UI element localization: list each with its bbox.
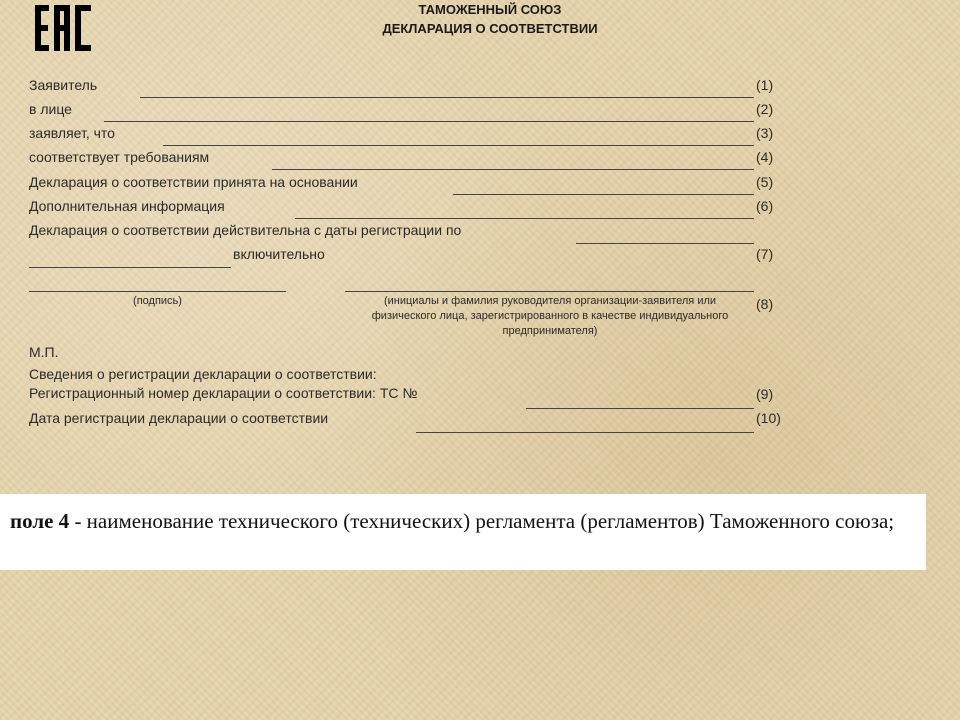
explanation-panel: [0, 494, 926, 570]
field-8-number: (8): [756, 296, 774, 312]
document-title: ДЕКЛАРАЦИЯ О СООТВЕТСТВИИ: [382, 21, 598, 36]
field-declares-label: заявляет, что: [29, 125, 115, 141]
registration-heading: Сведения о регистрации декларации о соответствии:: [29, 366, 377, 382]
field-6-number: (6): [756, 198, 774, 214]
field-applicant-label: Заявитель: [29, 77, 98, 93]
registration-number-label: Регистрационный номер декларации о соответствии: ТС №: [29, 385, 418, 401]
explanation-text: [10, 508, 916, 535]
registration-date-label: Дата регистрации декларации о соответствии: [29, 410, 329, 426]
field-9-number: (9): [756, 386, 774, 402]
field-5-number: (5): [756, 174, 774, 190]
signature-line[interactable]: [29, 291, 286, 292]
field-7-number: (7): [756, 246, 774, 262]
field-additional-info-label: Дополнительная информация: [29, 198, 225, 214]
union-title: ТАМОЖЕННЫЙ СОЮЗ: [418, 2, 562, 17]
signatory-name-caption: (инициалы и фамилия руководителя организации-заявителя или физического лица, зарегистрированного в качестве индивидуального предпринимателя): [371, 295, 729, 337]
explanation-field-ref: поле 4: [10, 509, 70, 533]
field-validity-label: Декларация о соответствии действительна с даты регистрации по: [29, 222, 462, 238]
field-representative-line[interactable]: [104, 121, 754, 122]
field-basis-label: Декларация о соответствии принята на основании: [29, 174, 358, 190]
field-1-number: (1): [756, 77, 774, 93]
field-3-number: (3): [756, 125, 774, 141]
field-requirements-label: соответствует требованиям: [29, 149, 210, 165]
registration-number-line[interactable]: [526, 408, 754, 409]
field-2-number: (2): [756, 101, 774, 117]
registration-date-line[interactable]: [416, 432, 754, 433]
explanation-description: - наименование технического (технических) регламента (регламентов) Таможенного союза;: [69, 509, 895, 533]
field-validity-date-line[interactable]: [576, 243, 754, 244]
field-requirements-line[interactable]: [272, 169, 754, 170]
eac-logo: [33, 3, 93, 53]
stamp-place-label: М.П.: [29, 344, 59, 360]
signature-caption: (подпись): [133, 295, 182, 307]
field-basis-line[interactable]: [453, 194, 754, 195]
field-10-number: (10): [756, 410, 781, 426]
field-declares-line[interactable]: [163, 145, 754, 146]
field-inclusive-label: включительно: [233, 246, 325, 262]
signatory-name-line[interactable]: [345, 291, 754, 292]
field-applicant-line[interactable]: [140, 97, 754, 98]
field-representative-label: в лице: [29, 101, 72, 117]
field-4-number: (4): [756, 149, 774, 165]
field-additional-info-line[interactable]: [295, 218, 754, 219]
field-validity-end-line[interactable]: [29, 267, 231, 268]
